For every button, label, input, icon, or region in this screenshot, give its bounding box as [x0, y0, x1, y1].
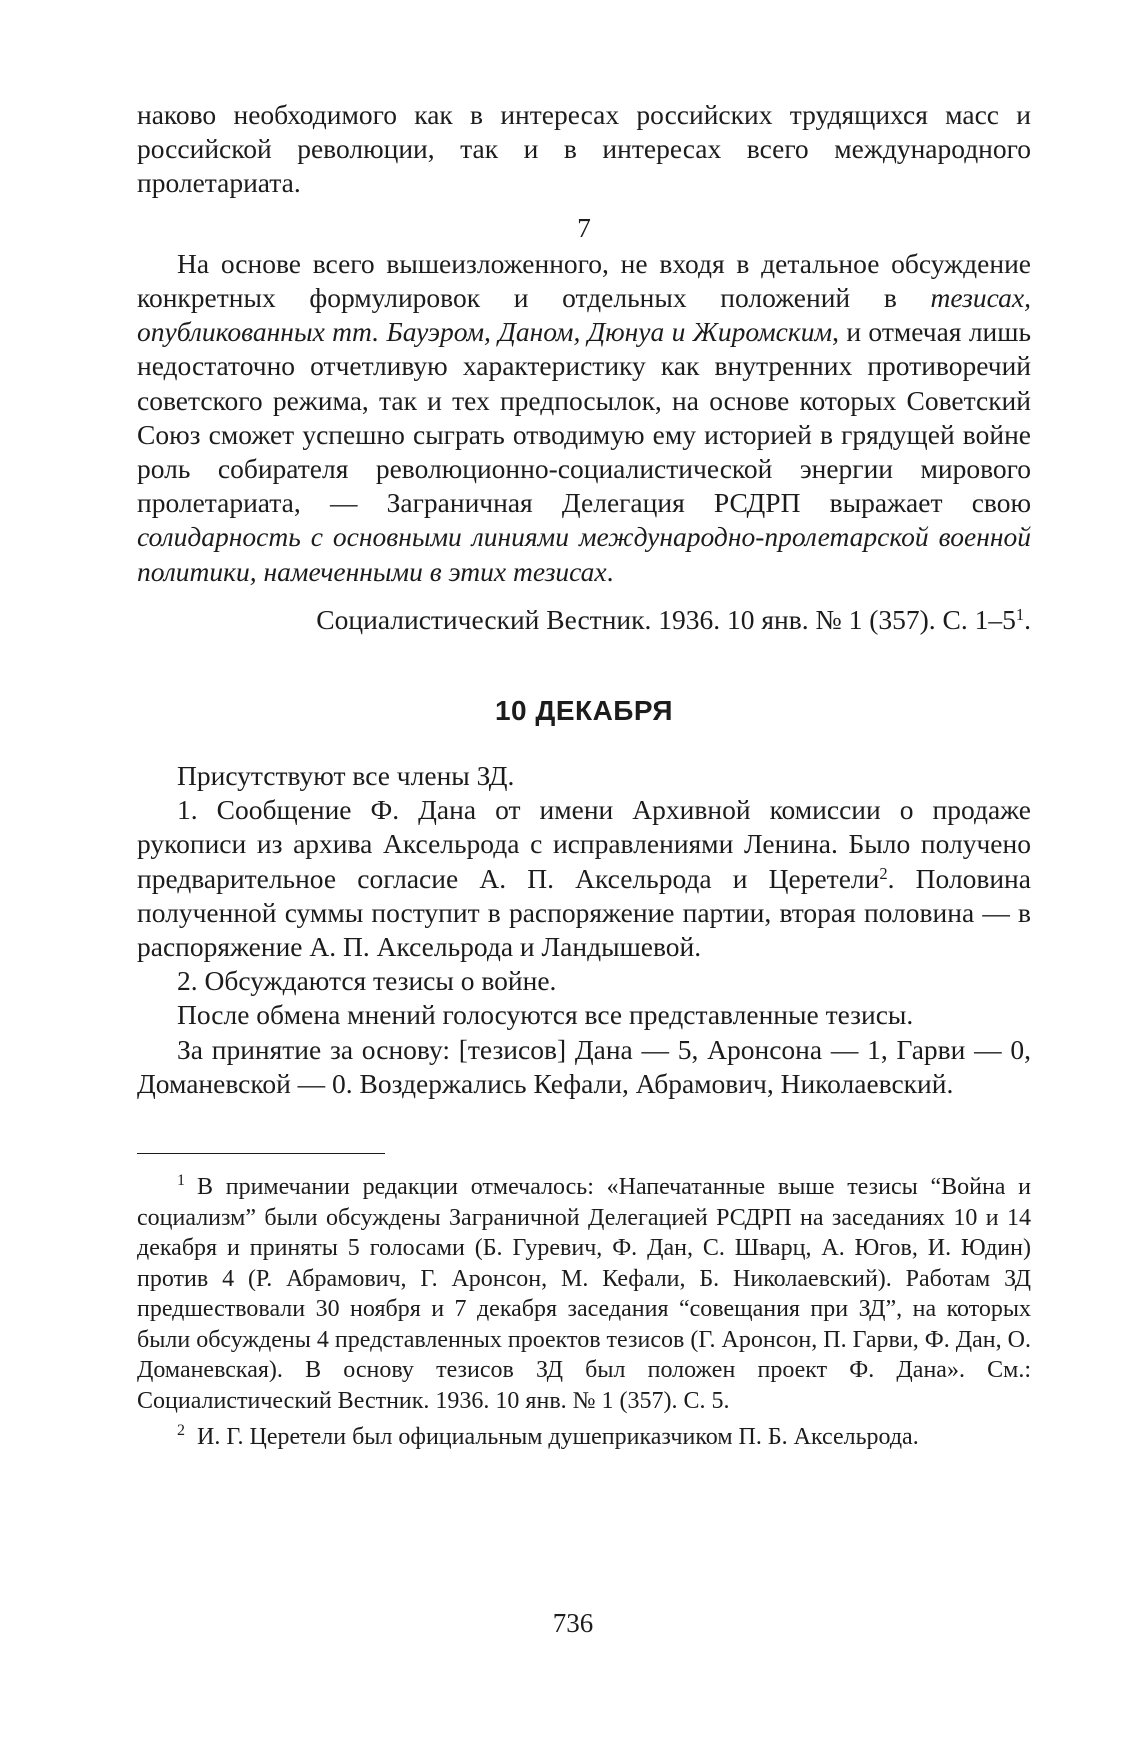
footnote-divider [137, 1153, 385, 1154]
footnote-1 [137, 1172, 1031, 1416]
source-citation [137, 603, 1031, 637]
page-number: 736 [552, 1608, 594, 1638]
section-7-italic-2: солидарность с основными линиями международно-пролетарской военной политики, намеченными в этих тезисах [137, 521, 1031, 587]
footnote-2-mark: 2 [177, 1422, 185, 1440]
section-7-italic-1: тезисах, опубликованных тт. Бауэром, Даном, Дюнуа и Жиромским [137, 282, 1031, 348]
page-content [137, 98, 1031, 1453]
minutes-vote: За принятие за основу: [тезисов] Дана — 5, Аронсона — 1, Гарви — 0, Доманевской — 0. Воздержались Кефали, Абрамович, Николаевский. [137, 1033, 1031, 1099]
section-7-text-2: , и отмечая лишь недостаточно отчетливую характеристику как внутренних противоречий советского режима, так и тех предпосылок, на основе которых Советский Союз сможет успешно сыграть отводимую ему историей в грядущей войне роль собирателя революционно-социалистической энергии мирового пролетариата, — Заграничная Делегация РСДРП выражает свою [137, 316, 1031, 519]
continued-paragraph: наково необходимого как в интересах российских трудящихся масс и российской революции, так и в интересах всего международного пролетариата. [137, 99, 1031, 199]
section-number: 7 [577, 211, 591, 243]
footnote-2 [137, 1422, 1031, 1453]
minutes-after: После обмена мнений голосуются все представленные тезисы. [177, 999, 914, 1031]
minutes-item-1-text-a: 1. Сообщение Ф. Дана от имени Архивной комиссии о продаже рукописи из архива Аксельрода с исправлениями Ленина. Было получено предварительное согласие А. П. Аксельрода и Церетели [137, 794, 1031, 894]
footnote-1-text: В примечании редакции отмечалось: «Напечатанные выше тезисы “Война и социализм” были обсуждены Заграничной Делегацией РСДРП на заседаниях 10 и 14 декабря и приняты 5 голосами (Б. Гуревич, Ф. Дан, С. Шварц, А. Югов, И. Юдин) против 4 (Р. Абрамович, Г. Аронсон, М. Кефали, Б. Николаевский). Работам ЗД предшествовали 30 ноября и 7 декабря заседания “совещания при ЗД”, на которых были обсуждены 4 представленных проектов тезисов (Г. Аронсон, П. Гарви, Ф. Дан, О. Доманевская). В основу тезисов ЗД был положен проект Ф. Дана». См.: Социалистический Вестник. 1936. 10 янв. № 1 (357). С. 5. [137, 1174, 1031, 1414]
section-7-text-1: На основе всего вышеизложенного, не входя в детальное обсуждение конкретных формулировок и отдельных положений в [137, 247, 1031, 314]
minutes-present: Присутствуют все члены ЗД. [177, 760, 515, 792]
source-end: . [1024, 603, 1031, 635]
footnote-1-mark: 1 [177, 1172, 185, 1190]
minutes-item-1 [137, 793, 1031, 964]
source-text: Социалистический Вестник. 1936. 10 янв. № 1 (357). С. 1–5 [316, 603, 1016, 635]
minutes-item-2: 2. Обсуждаются тезисы о войне. [177, 965, 557, 997]
footnote-2-text: И. Г. Церетели был официальным душеприказчиком П. Б. Аксельрода. [197, 1424, 919, 1451]
section-7-text-3: . [606, 555, 614, 587]
section-heading: 10 ДЕКАБРЯ [494, 695, 674, 727]
minutes-item-1-text-b: . Половина полученной суммы поступит в распоряжение партии, вторая половина — в распоряжение А. П. Аксельрода и Ландышевой. [137, 862, 1031, 963]
footnote-ref-2[interactable]: 2 [879, 863, 888, 883]
footnote-ref-1[interactable]: 1 [1015, 604, 1025, 624]
section-7-paragraph [137, 247, 1031, 589]
